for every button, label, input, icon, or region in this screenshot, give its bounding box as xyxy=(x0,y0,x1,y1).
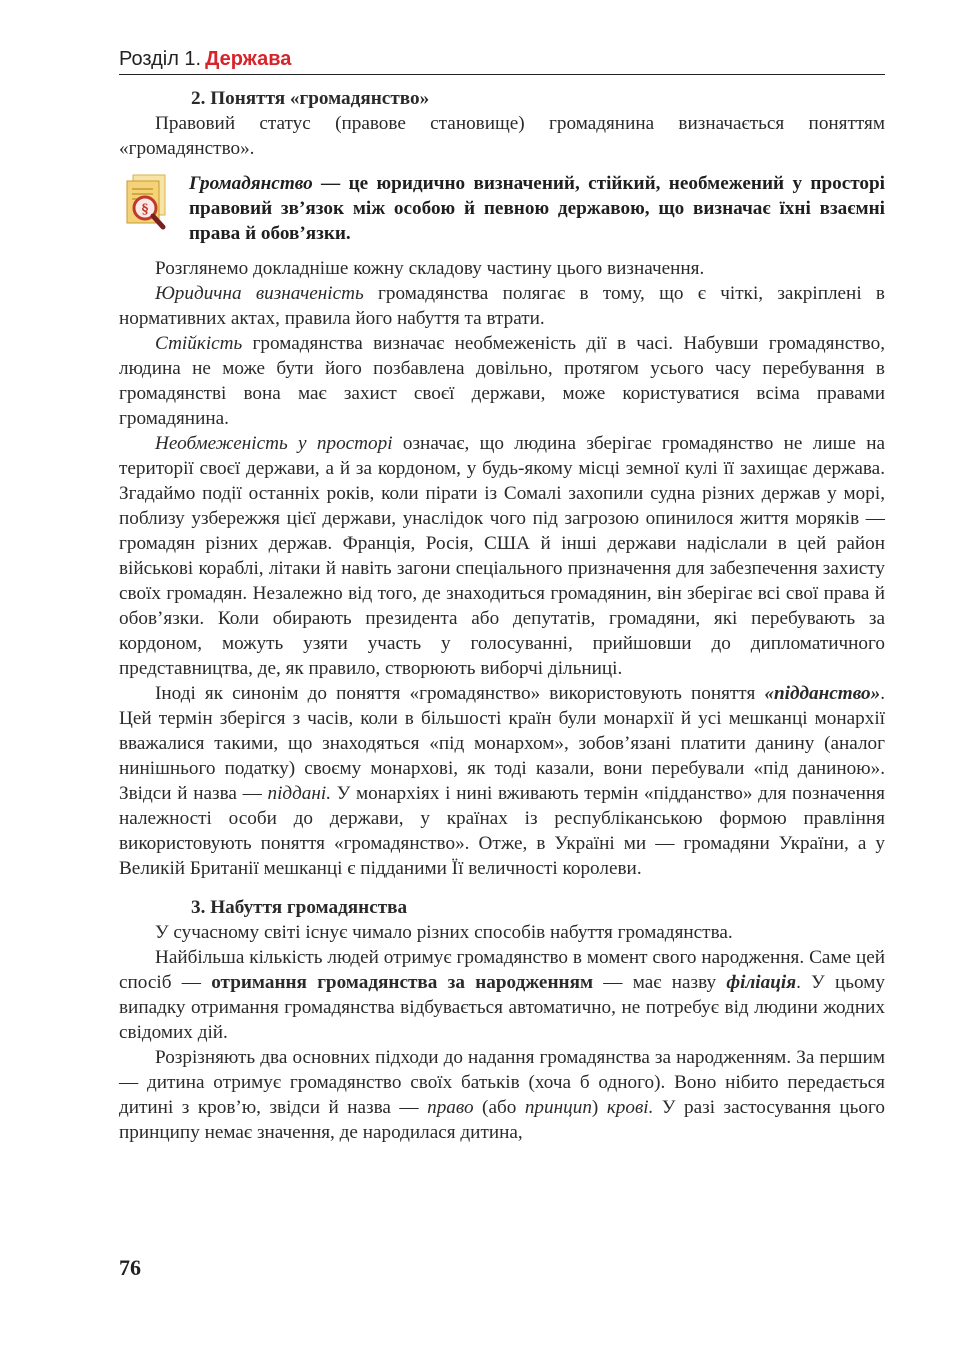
paragraph-filiation-part-c: . У цьому випадку отримання громадянства відбувається автоматично, не потребує від людини жодних свідомих дій. xyxy=(119,972,885,1043)
paragraph-filiation xyxy=(119,945,885,1045)
paragraph-filiation-part-b: — має назву xyxy=(593,972,727,993)
paragraph-subjecthood-part-c: У монархіях і нині вживають термін «підданство» для позначення належності особи до держави, у країнах із республіканською формою правління використовують поняття «громадянство». Отже, в Україні ми — громадяни України, а у Великій Британії мешканці є підданими Її величності королеви. xyxy=(119,783,885,879)
term-filiation: філіація xyxy=(726,972,797,993)
definition-term: Громадянство xyxy=(189,173,313,194)
page-body xyxy=(119,86,885,1145)
section-heading-citizenship-concept: 2. Поняття «громадянство» xyxy=(191,88,430,109)
chapter-label: Розділ 1. xyxy=(119,48,202,70)
paragraph-blood-part-a: Розрізняють два основних підходи до надання громадянства за народженням. За першим — дитина отримує громадянство своїх батьків (хоча б одного). Воно нібито передається дитині з кров’ю, звідси й назва — xyxy=(119,1047,885,1118)
header-divider xyxy=(119,74,885,75)
page-number: 76 xyxy=(119,1255,141,1280)
term-unlimited-space: Необмеженість у просторі xyxy=(155,433,393,454)
term-subjects: піддані. xyxy=(267,783,332,804)
paragraph-stability xyxy=(119,331,885,431)
term-birth-citizenship: отримання громадянства за народженням xyxy=(211,972,594,993)
definition-body: — це юридично визначений, стійкий, необмежений у просторі правовий зв’язок між особою й певною державою, що визначає їхні взаємні права й обов’язки. xyxy=(189,173,885,244)
paragraph-intro: Правовий статус (правове становище) громадянина визначається поняттям «громадянство». xyxy=(119,113,885,159)
paragraph-overview: Розглянемо докладніше кожну складову частину цього визначення. xyxy=(155,258,705,279)
paragraph-blood-part-b: (або xyxy=(473,1097,525,1118)
paragraph-ways: У сучасному світі існує чимало різних способів набуття громадянства. xyxy=(155,922,733,943)
paragraph-unlimited-space xyxy=(119,431,885,681)
paragraph-unlimited-space-text: означає, що людина зберігає громадянство не лише на території своєї держави, а й за кордоном, у будь-якому місці земної кулі її захищає держава. Згадаймо події останніх років, коли пірати із Сомалі захопили судна різних держав у морі, поблизу узбережжя цієї держави, унаслідок чого під загрозою опинилося життя моряків — громадян різних держав. Франція, Росія, США й інші держави надіслали в цей район військові кораблі, літаки й навіть загони спеціального призначення для забезпечення захисту своїх громадян. Незалежно від того, де знаходиться громадянин, він зберігає всі свої права й обов’язки. Коли обирають президента або депутатів, громадяни, які перебувають за кордоном, можуть узяти участь у голосуванні, прийшовши до дипломатичного представництва, де, як правило, створюють виборчі дільниці. xyxy=(119,433,885,679)
paragraph-legal-certainty-text: громадянства полягає в тому, що є чіткі, закріплені в нормативних актах, правила його набуття та втрати. xyxy=(119,283,885,329)
term-right: право xyxy=(427,1097,474,1118)
section-heading-acquisition: 3. Набуття громадянства xyxy=(191,897,408,918)
svg-text:§: § xyxy=(141,202,149,217)
term-blood: крові. xyxy=(606,1097,654,1118)
document-law-magnifier-icon xyxy=(119,173,179,233)
chapter-title: Держава xyxy=(205,48,292,70)
paragraph-blood-part-d: У разі застосування цього принципу немає значення, де народилася дитина, xyxy=(119,1097,885,1143)
definition-block xyxy=(119,171,885,246)
paragraph-filiation-part-a: Найбільша кількість людей отримує громадянство в момент свого народження. Саме цей спосіб — xyxy=(119,947,885,993)
term-principle: принцип xyxy=(524,1097,592,1118)
paragraph-subjecthood xyxy=(119,681,885,881)
paragraph-subjecthood-part-b: . Цей термін зберігся з часів, коли в більшості країн були монархії й усі мешканці монархії вважалися такими, що знаходяться «під монархом», зобов’язані платити данину (аналог нинішнього податку) своєму монархові, як тоді казали, вони перебували «під даниною». Звідси й назва — xyxy=(119,683,885,804)
term-stability: Стійкість xyxy=(155,333,243,354)
term-legal-certainty: Юридична визначеність xyxy=(155,283,364,304)
paragraph-stability-text: громадянства визначає необмеженість дії в часі. Набувши громадянство, людина не може бути його позбавлена довільно, протягом усього часу перебування в громадянстві вона має захист своєї держави, може користуватися всіма правами громадянина. xyxy=(119,333,885,429)
paragraph-legal-certainty xyxy=(119,281,885,331)
paragraph-blood-part-c: ) xyxy=(591,1097,607,1118)
paragraph-subjecthood-part-a: Іноді як синонім до поняття «громадянство» використовують поняття xyxy=(155,683,765,704)
definition-text xyxy=(189,171,885,246)
running-header xyxy=(119,46,885,74)
term-subjecthood: «підданство» xyxy=(764,683,881,704)
paragraph-blood-right xyxy=(119,1045,885,1145)
